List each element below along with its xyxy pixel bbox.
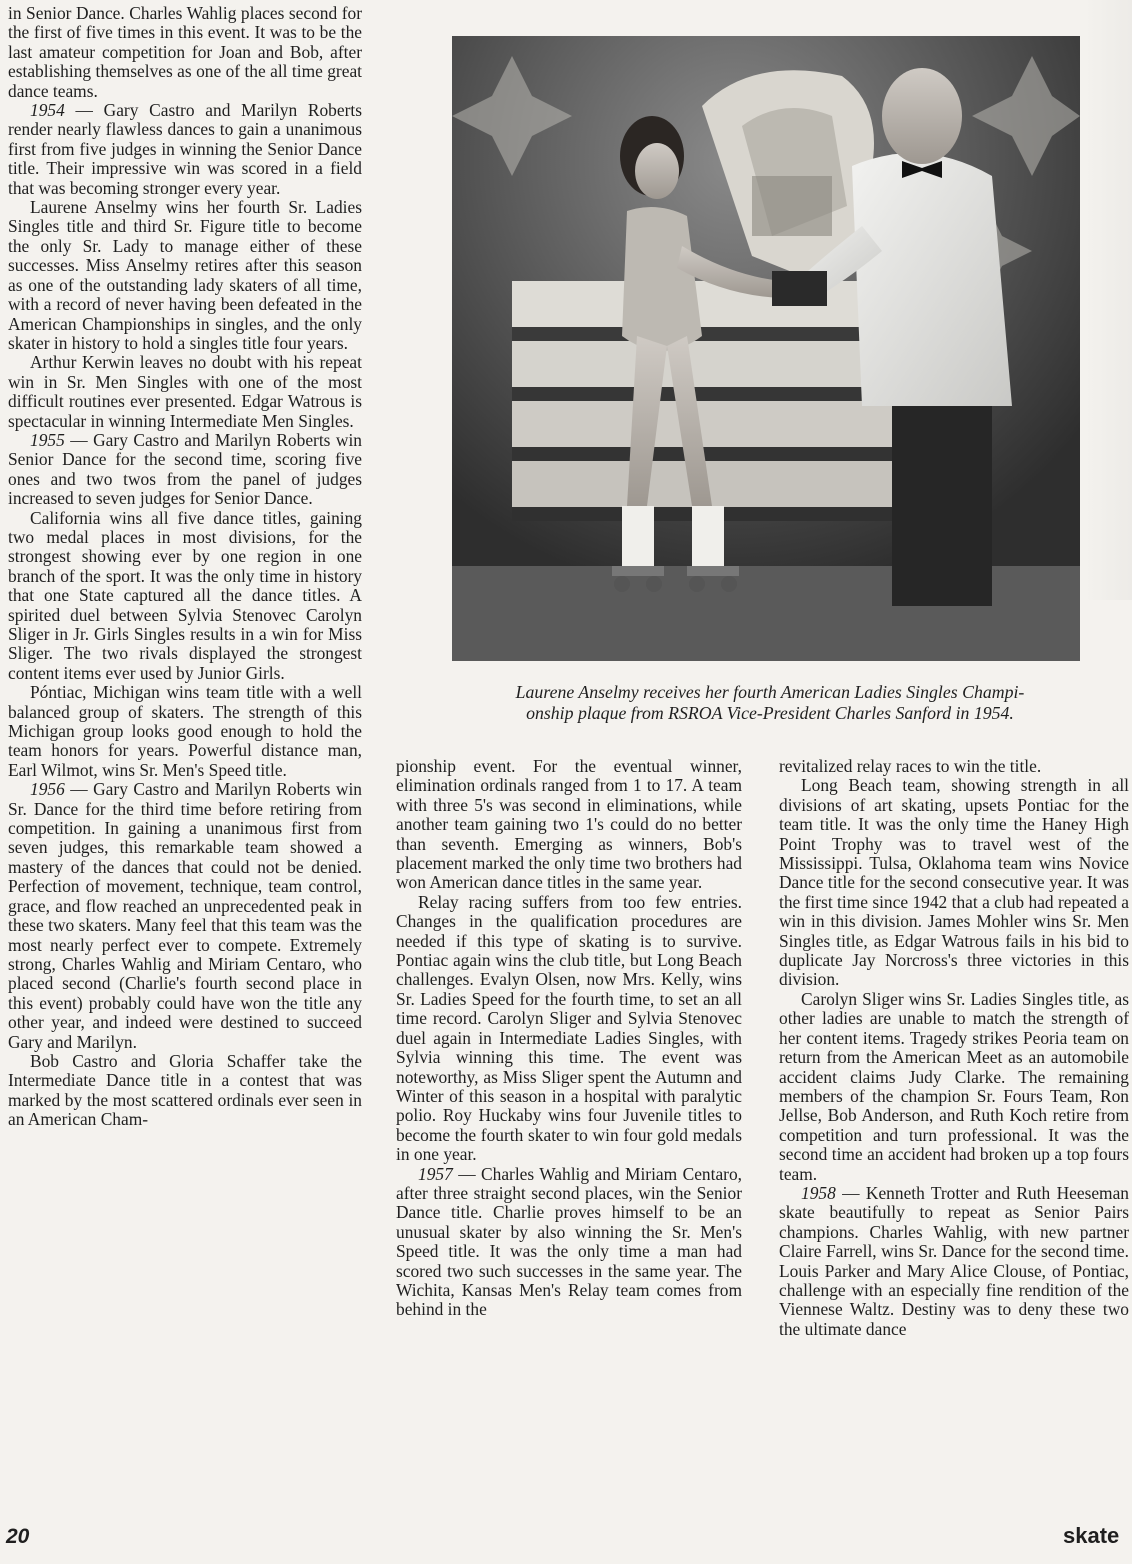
paragraph: in Senior Dance. Charles Wahlig places second for the first of five times in this event. It was to be the last amateur competition for Joan and Bob, after establishing themselves as one of the all time great dance teams. <box>8 3 362 101</box>
paragraph-text: — Gary Castro and Marilyn Roberts render nearly flawless dances to gain a unanimous first from five judges in winning the Senior Dance title. Their impressive win was scored in a field that was becoming stronger every year. <box>8 100 362 198</box>
year-heading: 1958 <box>801 1182 836 1203</box>
paragraph <box>8 431 362 509</box>
paragraph <box>396 1165 742 1320</box>
trophy-presentation-photo <box>452 36 1080 661</box>
paragraph: California wins all five dance titles, gaining two medal places in most divisions, for the strongest showing ever by one region in one branch of the sport. It was the only time in history that one State captured all the dance titles. A spirited duel between Sylvia Stenovec Carolyn Sliger in Jr. Girls Singles results in a win for Miss Sliger. The two rivals displayed the strongest content items ever used by Junior Girls. <box>8 507 362 683</box>
paragraph-text: — Gary Castro and Marilyn Roberts win Sr. Dance for the third time before retiring from competition. In gaining a unanimous first from seven judges, this remarkable team showed a mastery of the dances that could not be denied. Perfection of movement, technique, team control, grace, and flow reached an unprecedented peak in these two skaters. Many feel that this team was the most nearly perfect ever to compete. Extremely strong, Charles Wahlig and Miriam Centaro, who placed second (Charlie's fourth second place in this event) probably could have won the title any other year, and indeed were destined to succeed Gary and Marilyn. <box>8 779 362 1052</box>
magazine-name: skate <box>1063 1523 1120 1548</box>
paragraph: revitalized relay races to win the title. <box>779 756 1042 776</box>
paragraph: Long Beach team, showing strength in all divisions of art skating, upsets Pontiac for the team title. It was the only time the Haney High Point Trophy was to travel west of the Mississippi. Tulsa, Oklahoma team wins Novice Dance title for the second consecutive year. It was the first time since 1942 that a club had repeated a win in this division. James Mohler wins Sr. Men Singles title, as Edgar Watrous fails in his bid to duplicate Jay Norcross's three victories in this division. <box>779 775 1129 990</box>
right-column <box>779 757 1129 1339</box>
year-heading: 1955 <box>30 429 65 450</box>
paragraph: Bob Castro and Gloria Schaffer take the Intermediate Dance title in a contest that was marked by the most scattered ordinals ever seen in an American Cham- <box>8 1050 362 1130</box>
left-column <box>8 4 362 1130</box>
paragraph-text: — Gary Castro and Marilyn Roberts win Senior Dance for the second time, scoring five ones and two twos from the panel of judges increased to seven judges for Senior Dance. <box>8 429 362 509</box>
paragraph-text: — Kenneth Trotter and Ruth Heeseman skate beautifully to repeat as Senior Pairs champions. Charles Wahlig, with new partner Claire Farrell, wins Sr. Dance for the second time. Louis Parker and Mary Alice Clouse, of Pontiac, challenge with an especially fine rendition of the Viennese Waltz. Destiny was to deny these two the ultimate dance <box>779 1182 1129 1339</box>
page-bleed-through <box>1084 0 1132 600</box>
paragraph: Laurene Anselmy wins her fourth Sr. Ladies Singles title and third Sr. Figure title to become the only Sr. Lady to manage either of these successes. Miss Anselmy retires after this season as one of the outstanding lady skaters of all time, with a record of never having been defeated in the American Championships in singles, and the only skater in history to hold a singles title four years. <box>8 197 362 353</box>
paragraph <box>779 1184 1129 1339</box>
paragraph <box>8 780 362 1052</box>
page-number: 20 <box>6 1525 30 1548</box>
year-heading: 1957 <box>418 1163 453 1184</box>
paragraph: Carolyn Sliger wins Sr. Ladies Singles title, as other ladies are unable to match the strength of her content items. Tragedy strikes Peoria team on return from the American Meet as an automobile accident claims Judy Clarke. The remaining members of the champion Sr. Fours Team, Ron Jellse, Bob Anderson, and Ruth Koch retire from competition and turn professional. It was the second time an accident had broken up a top fours team. <box>779 988 1129 1184</box>
year-heading: 1954 <box>30 100 65 121</box>
caption-line: onship plaque from RSROA Vice-President Charles Sanford in 1954. <box>526 703 1014 723</box>
paragraph: pionship event. For the eventual winner, elimination ordinals ranged from 1 to 17. A team with three 5's was second in eliminations, while another team gaining two 1's could do no better than seventh. Emerging as winners, Bob's placement marked the only time two brothers had won American dance titles in the same year. <box>396 756 742 893</box>
paragraph: Arthur Kerwin leaves no doubt with his repeat win in Sr. Men Singles with one of the most difficult routines ever presented. Edgar Watrous is spectacular in winning Intermediate Men Singles. <box>8 352 362 431</box>
paragraph: Póntiac, Michigan wins team title with a well balanced group of skaters. The strength of this Michigan group looks good enough to hold the team honors for years. Powerful distance man, Earl Wilmot, wins Sr. Men's Speed title. <box>8 682 362 780</box>
photo-caption <box>440 682 1100 724</box>
year-heading: 1956 <box>30 779 65 800</box>
middle-column <box>396 757 742 1320</box>
caption-line: Laurene Anselmy receives her fourth American Ladies Singles Champi- <box>515 682 1025 702</box>
paragraph: Relay racing suffers from too few entries. Changes in the qualification procedures are needed if this type of skating is to survive. Pontiac again wins the club title, but Long Beach challenges. Evalyn Olsen, now Mrs. Kelly, wins Sr. Ladies Speed for the fourth time, to set an all time record. Carolyn Sliger and Sylvia Stenovec duel again in Intermediate Ladies Singles, with Sylvia winning this time. The event was noteworthy, as Miss Sliger spent the Autumn and Winter of this season in a hospital with paralytic polio. Roy Huckaby wins four Juvenile titles to become the fourth skater to win four gold medals in one year. <box>396 891 742 1165</box>
paragraph <box>8 101 362 198</box>
paragraph-text: — Charles Wahlig and Miriam Centaro, after three straight second places, win the Senior Dance title. Charlie proves himself to be an unusual skater by also winning the Sr. Men's Speed title. It was the only time a man had scored two such successes in the same year. The Wichita, Kansas Men's Relay team comes from behind in the <box>396 1163 742 1320</box>
